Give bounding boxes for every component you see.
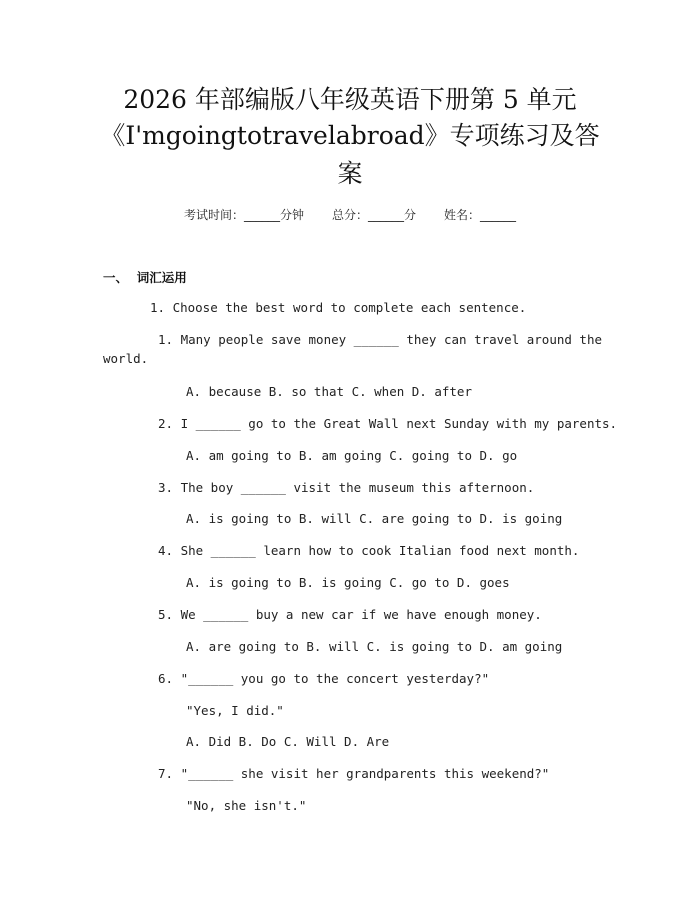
exam-name: 姓名：______ xyxy=(444,208,517,222)
question-6-reply: "Yes, I did." xyxy=(186,703,284,718)
instruction: 1. Choose the best word to complete each sentence. xyxy=(150,300,527,315)
question-4-options: A. is going to B. is going C. go to D. goes xyxy=(186,575,510,590)
question-6-options: A. Did B. Do C. Will D. Are xyxy=(186,734,390,749)
question-7: 7. "______ she visit her grandparents this weekend?" xyxy=(158,766,550,781)
page-title-line-3: 案 xyxy=(337,159,363,188)
section-heading: 一、 词汇运用 xyxy=(103,270,187,285)
page-title-line-2: 《I'mgoingtotravelabroad》专项练习及答 xyxy=(100,121,600,150)
question-1: 1. Many people save money ______ they can travel around the xyxy=(158,332,603,347)
page-title-line-1: 2026 年部编版八年级英语下册第 5 单元 xyxy=(123,85,577,114)
question-6: 6. "______ you go to the concert yesterday?" xyxy=(158,671,490,686)
question-3-options: A. is going to B. will C. are going to D. is going xyxy=(186,511,563,526)
question-7-reply: "No, she isn't." xyxy=(186,798,307,813)
question-2-options: A. am going to B. am going C. going to D. go xyxy=(186,448,518,463)
question-1-continued: world. xyxy=(103,351,149,366)
exam-score: 总分：______分 xyxy=(331,208,416,222)
question-4: 4. She ______ learn how to cook Italian food next month. xyxy=(158,543,580,558)
question-5-options: A. are going to B. will C. is going to D. am going xyxy=(186,639,563,654)
exam-meta xyxy=(0,206,700,223)
exam-time: 考试时间：______分钟 xyxy=(183,208,304,222)
question-1-options: A. because B. so that C. when D. after xyxy=(186,384,472,399)
question-2: 2. I ______ go to the Great Wall next Sunday with my parents. xyxy=(158,416,618,431)
question-5: 5. We ______ buy a new car if we have enough money. xyxy=(158,607,542,622)
question-3: 3. The boy ______ visit the museum this afternoon. xyxy=(158,480,535,495)
